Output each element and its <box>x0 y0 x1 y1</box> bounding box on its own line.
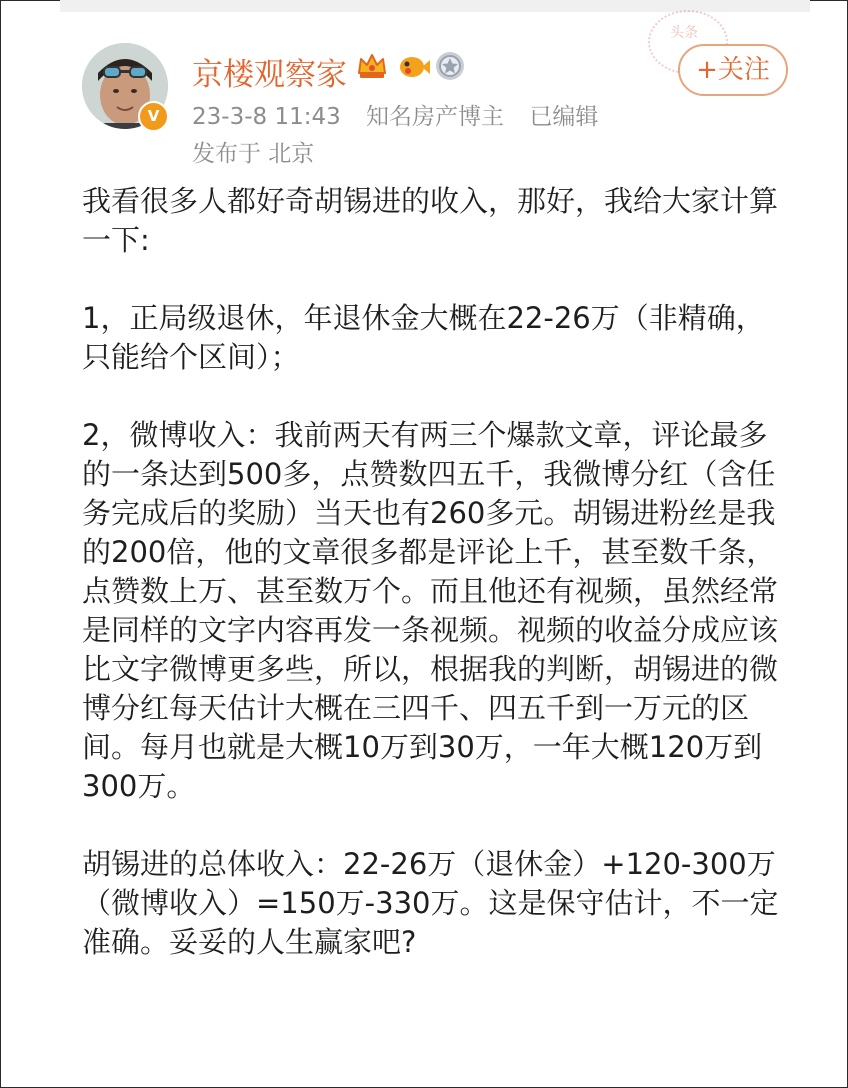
post-location: 发布于 北京 <box>192 141 315 167</box>
crown-badge-icon[interactable] <box>355 49 389 83</box>
paragraph-gap <box>82 377 792 416</box>
post-paragraph: 胡锡进的总体收入：22-26万（退休金）+120-300万（微博收入）=150万-330万。这是保守估计，不一定准确。妥妥的人生赢家吧? <box>82 847 779 959</box>
follow-button[interactable]: +关注 <box>678 44 788 96</box>
verified-badge-icon: V <box>138 101 169 132</box>
author-name[interactable]: 京楼观察家 <box>192 57 347 93</box>
post-timestamp: 23-3-8 11:43 <box>192 104 341 130</box>
post-paragraph: 2，微博收入：我前两天有两三个爆款文章，评论最多的一条达到500多，点赞数四五千，我微博分红（含任务完成后的奖励）当天也有260多元。胡锡进粉丝是我的200倍，他的文章很多都是评论上千，甚至数千条，点赞数上万、甚至数万个。而且他还有视频，虽然经常是同样的文字内容再发一条视频。视频的收益分成应该比文字微博更多些，所以，根据我的判断，胡锡进的微博分红每天估计大概在三四千、四五千到一万元的区间。每月也就是大概10万到30万，一年大概120万到300万。 <box>82 418 779 803</box>
author-role: 知名房产博主 <box>366 104 505 130</box>
paragraph-gap <box>82 260 792 299</box>
post-paragraph: 1，正局级退休，年退休金大概在22-26万（非精确，只能给个区间）； <box>82 301 765 374</box>
edited-label[interactable]: 已编辑 <box>529 104 599 130</box>
post-meta <box>192 98 616 131</box>
post-body <box>82 182 792 962</box>
medal-badge-icon[interactable] <box>433 49 467 83</box>
fish-badge-icon[interactable] <box>397 49 431 83</box>
watermark-stamp-text: 头条 <box>670 25 698 41</box>
post-paragraph: 我看很多人都好奇胡锡进的收入，那好，我给大家计算一下: <box>82 184 779 257</box>
paragraph-gap <box>82 806 792 845</box>
